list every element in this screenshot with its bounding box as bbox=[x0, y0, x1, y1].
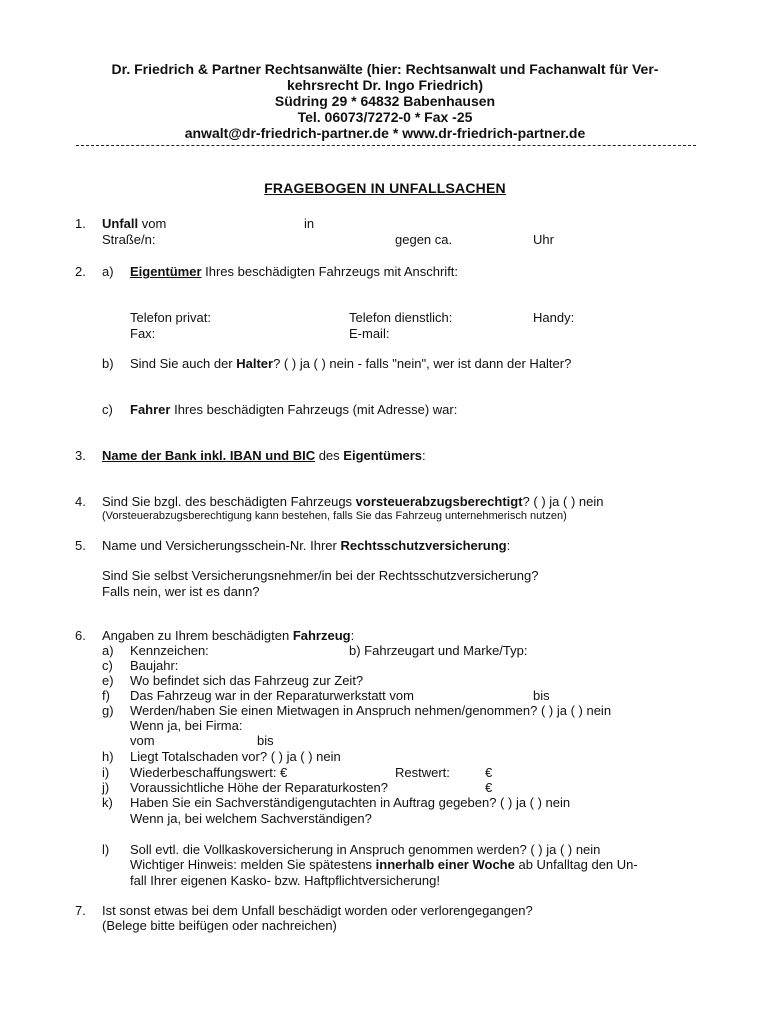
q2b-letter: b) bbox=[102, 356, 114, 371]
q2c-text: Fahrer Ihres beschädigten Fahrzeugs (mit Adresse) war: bbox=[130, 402, 458, 417]
q6c-text: Baujahr: bbox=[130, 658, 179, 673]
header-line-1: Dr. Friedrich & Partner Rechtsanwälte (hier: Rechtsanwalt und Fachanwalt für Ver- bbox=[111, 61, 659, 77]
q2-number: 2. bbox=[75, 264, 86, 279]
q6f-bis: bis bbox=[533, 688, 550, 703]
form-title: FRAGEBOGEN IN UNFALLSACHEN bbox=[264, 180, 506, 196]
q2a-letter: a) bbox=[102, 264, 114, 279]
q6e-text: Wo befindet sich das Fahrzeug zur Zeit? bbox=[130, 673, 364, 688]
q6j-text: Voraussichtliche Höhe der Reparaturkosten? bbox=[130, 780, 388, 795]
q6k-line-2: Wenn ja, bei welchem Sachverständigen? bbox=[130, 811, 372, 826]
header-contact: anwalt@dr-friedrich-partner.de * www.dr-friedrich-partner.de bbox=[184, 125, 586, 141]
q6-number: 6. bbox=[75, 628, 86, 643]
q6k-letter: k) bbox=[102, 795, 113, 810]
q6f-letter: f) bbox=[102, 688, 110, 703]
header-phone: Tel. 06073/7272-0 * Fax -25 bbox=[297, 109, 473, 125]
q5-line-2: Sind Sie selbst Versicherungsnehmer/in bei der Rechtsschutzversicherung? bbox=[102, 568, 539, 583]
q2b-text: Sind Sie auch der Halter? ( ) ja ( ) nein - falls "nein", wer ist dann der Halter? bbox=[130, 356, 572, 371]
q6j-letter: j) bbox=[102, 780, 110, 795]
q1-vom: vom bbox=[138, 216, 167, 231]
q6e-letter: e) bbox=[102, 673, 114, 688]
q6i-euro: € bbox=[485, 765, 493, 780]
q6l-line-3: fall Ihrer eigenen Kasko- bzw. Haftpflichtversicherung! bbox=[130, 873, 440, 888]
q2c-driver: Fahrer bbox=[130, 402, 171, 417]
q6h-text: Liegt Totalschaden vor? ( ) ja ( ) nein bbox=[130, 749, 341, 764]
q5-line-3: Falls nein, wer ist es dann? bbox=[102, 584, 260, 599]
q4-number: 4. bbox=[75, 494, 86, 509]
q2-tel-private: Telefon privat: bbox=[130, 310, 211, 325]
q6l-line-2: Wichtiger Hinweis: melden Sie spätestens innerhalb einer Woche ab Unfalltag den Un- bbox=[130, 857, 638, 872]
q2-mobile: Handy: bbox=[533, 310, 575, 325]
q2b-halter: Halter bbox=[236, 356, 274, 371]
q6h-letter: h) bbox=[102, 749, 114, 764]
header-line-2: kehrsrecht Dr. Ingo Friedrich) bbox=[286, 77, 484, 93]
q6g-line-2: Wenn ja, bei Firma: bbox=[130, 718, 243, 733]
q1-street-label: Straße/n: bbox=[102, 232, 156, 247]
q6i-letter: i) bbox=[102, 765, 110, 780]
q1-time-label: gegen ca. bbox=[395, 232, 453, 247]
q5-legal-insurance: Rechtsschutzversicherung bbox=[340, 538, 507, 553]
header-address: Südring 29 * 64832 Babenhausen bbox=[274, 93, 496, 109]
q4-note: (Vorsteuerabzugsberechtigung kann bestehen, falls Sie das Fahrzeug unternehmerisch nutzen) bbox=[102, 510, 567, 522]
q2a-text: Eigentümer Ihres beschädigten Fahrzeugs mit Anschrift: bbox=[130, 264, 459, 279]
q6g-vom: vom bbox=[130, 733, 155, 748]
q6a-letter: a) bbox=[102, 643, 114, 658]
q6k-text: Haben Sie ein Sachverständigengutachten in Auftrag gegeben? ( ) ja ( ) nein bbox=[130, 795, 571, 810]
q6f-text: Das Fahrzeug war in der Reparaturwerkstatt vom bbox=[130, 688, 414, 703]
q2c-letter: c) bbox=[102, 402, 113, 417]
q6l-text: Soll evtl. die Vollkaskoversicherung in Anspruch genommen werden? ( ) ja ( ) nein bbox=[130, 842, 601, 857]
q2-email: E-mail: bbox=[349, 326, 390, 341]
q1-line bbox=[102, 216, 166, 231]
q6l-letter: l) bbox=[102, 842, 110, 857]
q7-text: Ist sonst etwas bei dem Unfall beschädigt worden oder verlorengegangen? bbox=[102, 903, 533, 918]
q3-text: Name der Bank inkl. IBAN und BIC des Eigentümers: bbox=[102, 448, 426, 463]
q6i-restwert: Restwert: bbox=[395, 765, 450, 780]
q6j-euro: € bbox=[485, 780, 493, 795]
q7-line-2: (Belege bitte beifügen oder nachreichen) bbox=[102, 918, 337, 933]
q5-number: 5. bbox=[75, 538, 86, 553]
q4-text: Sind Sie bzgl. des beschädigten Fahrzeugs vorsteuerabzugsberechtigt? ( ) ja ( ) nein bbox=[102, 494, 604, 509]
q6g-bis: bis bbox=[257, 733, 274, 748]
q3-number: 3. bbox=[75, 448, 86, 463]
q2-fax: Fax: bbox=[130, 326, 156, 341]
q2a-owner: Eigentümer bbox=[130, 264, 202, 279]
q6c-letter: c) bbox=[102, 658, 113, 673]
q6l-week: innerhalb einer Woche bbox=[375, 857, 515, 872]
q6a-text: Kennzeichen: bbox=[130, 643, 209, 658]
q1-in-label: in bbox=[304, 216, 315, 231]
q1-uhr-label: Uhr bbox=[533, 232, 554, 247]
q6-vehicle: Fahrzeug bbox=[292, 628, 351, 643]
header-divider bbox=[76, 145, 696, 146]
q1-unfall: Unfall bbox=[102, 216, 139, 231]
q6-text: Angaben zu Ihrem beschädigten Fahrzeug: bbox=[102, 628, 355, 643]
q1-number: 1. bbox=[75, 216, 86, 231]
q7-number: 7. bbox=[75, 903, 86, 918]
q4-vat: vorsteuerabzugsberechtigt bbox=[355, 494, 523, 509]
q5-text: Name und Versicherungsschein-Nr. Ihrer Rechtsschutzversicherung: bbox=[102, 538, 511, 553]
q6g-letter: g) bbox=[102, 703, 114, 718]
q2-tel-work: Telefon dienstlich: bbox=[349, 310, 453, 325]
q6b-text: b) Fahrzeugart und Marke/Typ: bbox=[349, 643, 528, 658]
q6i-text: Wiederbeschaffungswert: € bbox=[130, 765, 288, 780]
q3-bank: Name der Bank inkl. IBAN und BIC bbox=[102, 448, 316, 463]
q6g-text: Werden/haben Sie einen Mietwagen in Anspruch nehmen/genommen? ( ) ja ( ) nein bbox=[130, 703, 612, 718]
